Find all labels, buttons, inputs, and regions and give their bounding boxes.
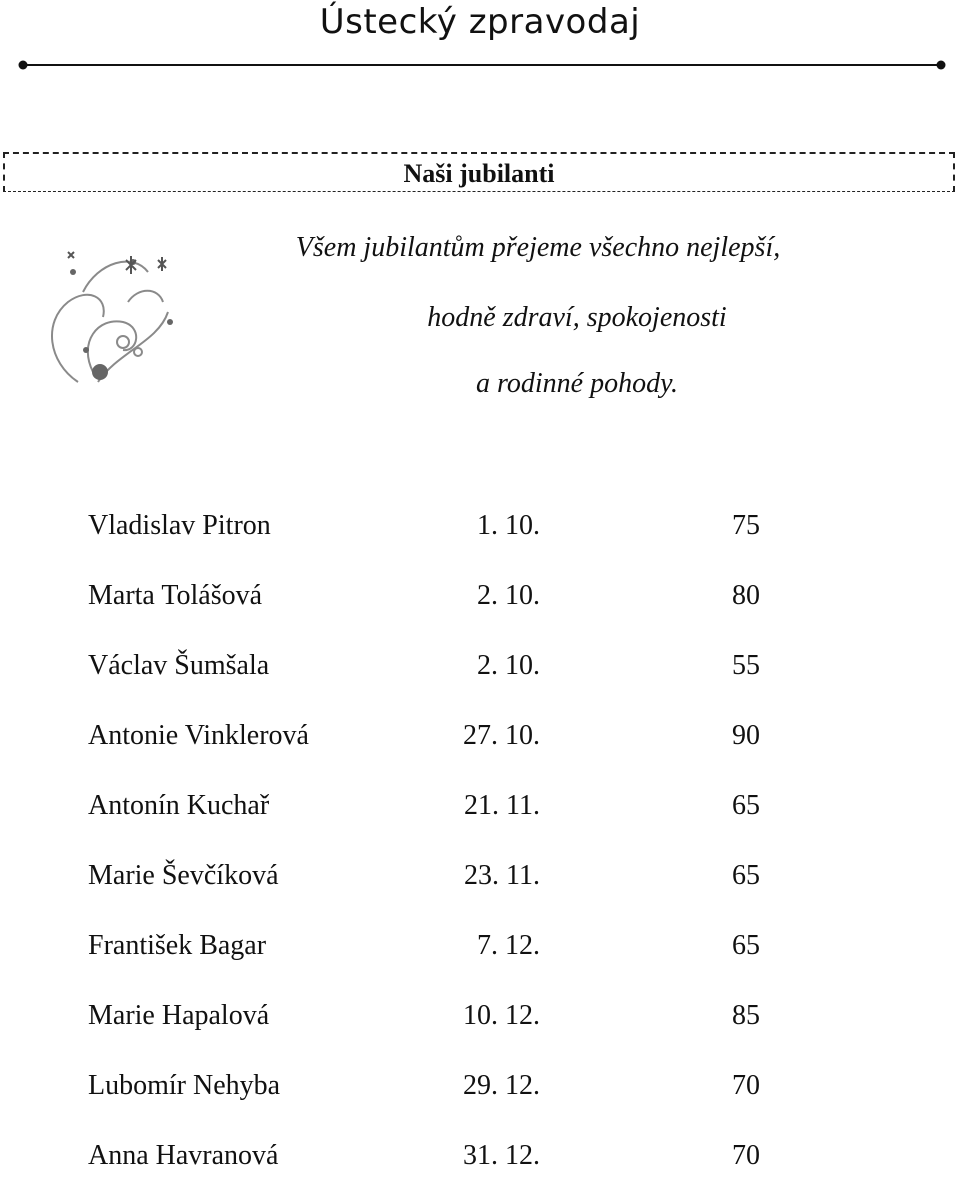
jubilant-age: 90 xyxy=(732,720,760,751)
jubilant-name: Anna Havranová xyxy=(88,1140,279,1171)
jubilant-date: 1. 10. xyxy=(477,510,540,541)
jubilant-age: 65 xyxy=(732,860,760,891)
list-item xyxy=(0,650,960,690)
jubilant-date: 2. 10. xyxy=(477,580,540,611)
list-item xyxy=(0,510,960,550)
list-item xyxy=(0,580,960,620)
jubilant-age: 85 xyxy=(732,1000,760,1031)
jubilant-date: 23. 11. xyxy=(464,860,540,891)
jubilant-name: Marie Hapalová xyxy=(88,1000,270,1031)
jubilant-date: 7. 12. xyxy=(477,930,540,961)
jubilant-name: Marie Ševčíková xyxy=(88,860,279,891)
jubilant-date: 2. 10. xyxy=(477,650,540,681)
list-item xyxy=(0,1000,960,1040)
list-item xyxy=(0,860,960,900)
jubilant-age: 70 xyxy=(732,1140,760,1171)
jubilant-age: 55 xyxy=(732,650,760,681)
greeting-line-3: a rodinné pohody. xyxy=(476,368,678,399)
list-item xyxy=(0,1140,960,1180)
jubilant-date: 21. 11. xyxy=(464,790,540,821)
jubilant-age: 70 xyxy=(732,1070,760,1101)
jubilant-date: 29. 12. xyxy=(463,1070,540,1101)
greeting-line-2: hodně zdraví, spokojenosti xyxy=(427,302,727,333)
jubilant-date: 27. 10. xyxy=(463,720,540,751)
list-item xyxy=(0,930,960,970)
jubilant-name: Vladislav Pitron xyxy=(88,510,271,541)
jubilant-age: 65 xyxy=(732,930,760,961)
jubilant-date: 10. 12. xyxy=(463,1000,540,1031)
jubilant-name: František Bagar xyxy=(88,930,267,961)
jubilant-name: Marta Tolášová xyxy=(88,580,263,611)
list-item xyxy=(0,720,960,760)
greeting-line-1: Všem jubilantům přejeme všechno nejlepší, xyxy=(295,232,781,263)
section-header-box xyxy=(3,152,955,192)
jubilant-age: 75 xyxy=(732,510,760,541)
jubilant-age: 80 xyxy=(732,580,760,611)
page-title: Ústecký zpravodaj xyxy=(319,2,641,42)
section-title: Naši jubilanti xyxy=(403,159,555,188)
jubilant-name: Antonie Vinklerová xyxy=(88,720,309,751)
jubilant-date: 31. 12. xyxy=(463,1140,540,1171)
jubilant-name: Antonín Kuchař xyxy=(88,790,270,821)
jubilant-age: 65 xyxy=(732,790,760,821)
list-item xyxy=(0,1070,960,1110)
jubilant-name: Václav Šumšala xyxy=(88,650,270,681)
list-item xyxy=(0,790,960,830)
jubilant-name: Lubomír Nehyba xyxy=(88,1070,281,1101)
header-divider xyxy=(18,58,946,72)
